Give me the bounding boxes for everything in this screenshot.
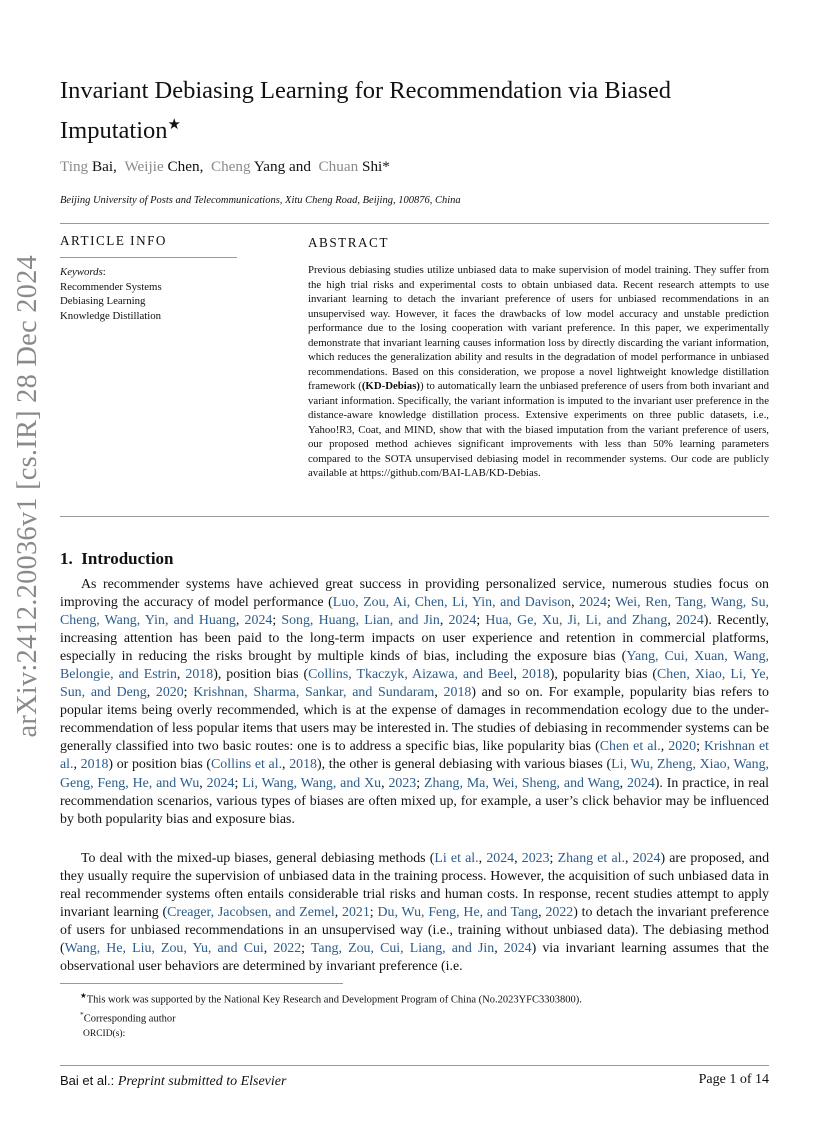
corresponding-footnote: *Corresponding author xyxy=(80,1010,176,1025)
citation-link[interactable]: Zhang et al. xyxy=(557,851,625,866)
author-name: Ting Bai xyxy=(60,158,114,175)
citation-link[interactable]: 2024 xyxy=(448,613,477,629)
citation-link[interactable]: 2024 xyxy=(579,595,607,611)
footnotes xyxy=(80,989,582,1042)
abstract-heading: ABSTRACT xyxy=(308,235,389,250)
citation-link[interactable]: Zhang, Ma, Wei, Sheng, and Wang xyxy=(424,775,620,791)
footnote-divider xyxy=(60,983,343,984)
page-number: Page 1 of 14 xyxy=(698,1072,769,1087)
author-list: Ting Bai, Weijie Chen, Cheng Yang and Chuan Shi* xyxy=(60,158,390,175)
keyword-item: Debiasing Learning xyxy=(60,295,146,307)
citation-link[interactable]: Chen, Xiao, Li, Ye, Sun, and Deng xyxy=(60,667,769,701)
article-info-heading: ARTICLE INFO xyxy=(60,233,167,248)
citation-link[interactable]: 2020 xyxy=(668,739,697,755)
header-divider xyxy=(60,223,769,224)
citation-link[interactable]: Krishnan, Sharma, Sankar, and Sundaram xyxy=(193,685,435,701)
citation-link[interactable]: Du, Wu, Feng, He, and Tang xyxy=(377,905,539,921)
citation-link[interactable]: 2021 xyxy=(342,905,370,921)
citation-link[interactable]: 2024 xyxy=(503,941,532,957)
citation-link[interactable]: 2018 xyxy=(185,667,214,683)
citation-link[interactable]: Creager, Jacobsen, and Zemel xyxy=(167,905,335,921)
citation-link[interactable]: Song, Huang, Lian, and Jin xyxy=(281,613,440,629)
author-name: Cheng Yang xyxy=(210,158,286,175)
citation-link[interactable]: 2023 xyxy=(388,775,417,791)
citation-link[interactable]: 2024 xyxy=(632,851,661,866)
citation-link[interactable]: Yang, Cui, Xuan, Wang, Belongie, and Estrin xyxy=(60,649,769,683)
citation-link[interactable]: 2022 xyxy=(273,941,302,957)
funding-footnote: ★This work was supported by the National Key Research and Development Program of China (No.2023YFC3303800). xyxy=(80,991,582,1006)
citation-link[interactable]: 2024 xyxy=(675,613,704,629)
citation-link[interactable]: Chen et al. xyxy=(599,739,661,755)
section-heading: 1. Introduction xyxy=(60,549,174,568)
citation-link[interactable]: 2018 xyxy=(443,685,472,701)
citation-link[interactable]: 2024 xyxy=(206,775,235,791)
arxiv-identifier-stamp xyxy=(12,255,62,815)
keywords-label: Keywords xyxy=(60,266,103,278)
author-name: Weijie Chen xyxy=(124,158,200,175)
paper-title-text: Invariant Debiasing Learning for Recommendation via Biased Imputation xyxy=(60,77,671,145)
affiliation: Beijing University of Posts and Telecommunications, Xitu Cheng Road, Beijing, 100876, China xyxy=(60,195,461,206)
body-paragraph: To deal with the mixed-up biases, general debiasing methods (Li et al., 2024, 2023; Zhang et al., 2024) are proposed, and they usually require the supervision of unbiased data in the training process. However, the acquisition of such unbiased data in real recommender systems often entails considerable trial risks and human costs. In response, recent studies attempt to apply invariant learning (Creager, Jacobsen, and Zemel, 2021; Du, Wu, Feng, He, and Tang, 2022) to detach the invariant preference of users for unbiased recommendations in an unsupervised way (i.e., training without unbiased data). The debiasing method (Wang, He, Liu, Zou, Yu, and Cui, 2022; Tang, Zou, Cui, Liang, and Jin, 2024) via invariant learning assumes that the observational user behaviors are determined by invariant preference (i.e. xyxy=(60,851,770,975)
citation-link[interactable]: Hua, Ge, Xu, Ji, Li, and Zhang xyxy=(485,613,668,629)
abstract-divider xyxy=(60,516,769,517)
author-name: Chuan Shi* xyxy=(318,158,390,175)
model-name: (KD-Debias) xyxy=(361,380,421,392)
citation-link[interactable]: 2018 xyxy=(80,757,109,773)
article-info-divider xyxy=(60,257,237,258)
citation-link[interactable]: Collins et al. xyxy=(211,757,283,773)
citation-link[interactable]: 2024 xyxy=(244,613,273,629)
keyword-item: Knowledge Distillation xyxy=(60,309,162,322)
footer-divider xyxy=(60,1065,769,1066)
keyword-item: Recommender Systems xyxy=(60,280,162,293)
citation-link[interactable]: 2024 xyxy=(627,775,655,791)
paper-title xyxy=(60,74,760,148)
citation-link[interactable]: 2018 xyxy=(522,667,550,683)
citation-link[interactable]: 2024 xyxy=(486,851,515,866)
body-paragraph: As recommender systems have achieved great success in providing personalized service, numerous studies focus on improving the accuracy of model performance (Luo, Zou, Ai, Chen, Li, Yin, and Davison, 2024; Wei, Ren, Tang, Wang, Su, Cheng, Wang, Yin, and Huang, 2024; Song, Huang, Lian, and Jin, 2024; Hua, Ge, Xu, Ji, Li, and Zhang, 2024). Recently, increasing attention has been paid to the long-term impacts on user experience and retention in commercial platforms, especially in reducing the risks brought by multiple kinds of bias, including the exposure bias (Yang, Cui, Xuan, Wang, Belongie, and Estrin, 2018), position bias (Collins, Tkaczyk, Aizawa, and Beel, 2018), popularity bias (Chen, Xiao, Li, Ye, Sun, and Deng, 2020; Krishnan, Sharma, Sankar, and Sundaram, 2018) and so on. For example, popularity bias refers to popular items being overly recommended, which is at the expense of damages in recommendation ecology due to the under-recommendation of less popular items that users may be interested in. The studies of debiasing in recommender systems can be generally classified into two basic routes: one is to address a specific bias, like popularity bias (Chen et al., 2020; Krishnan et al., 2018) or position bias (Collins et al., 2018), the other is general debiasing with various biases (Li, Wu, Zheng, Xiao, Wang, Geng, Feng, He, and Wu, 2024; Li, Wang, Wang, and Xu, 2023; Zhang, Ma, Wei, Sheng, and Wang, 2024). In practice, in real recommendation scenarios, various types of biases are often mixed up, for example, a user’s click behavior may be influenced by both popularity bias and exposure bias. xyxy=(60,577,770,827)
citation-link[interactable]: 2020 xyxy=(155,685,184,701)
title-footnote-mark: ★ xyxy=(167,117,181,133)
citation-link[interactable]: Wei, Ren, Tang, Wang, Su, Cheng, Wang, Yin, and Huang xyxy=(60,595,769,629)
orcid-footnote: ORCID(s): xyxy=(83,1029,126,1039)
keywords-block: Keywords: Recommender Systems Debiasing Learning Knowledge Distillation xyxy=(60,266,162,322)
citation-link[interactable]: Tang, Zou, Cui, Liang, and Jin xyxy=(310,941,495,957)
citation-link[interactable]: 2018 xyxy=(289,757,317,773)
citation-link[interactable]: Li, Wang, Wang, and Xu xyxy=(242,775,382,791)
citation-link[interactable]: Luo, Zou, Ai, Chen, Li, Yin, and Davison xyxy=(332,595,572,611)
citation-link[interactable]: Collins, Tkaczyk, Aizawa, and Beel xyxy=(308,667,514,683)
citation-link[interactable]: Li, Wu, Zheng, Xiao, Wang, Geng, Feng, He, and Wu xyxy=(60,757,769,791)
arxiv-identifier-text: arXiv:2412.20036v1 [cs.IR] 28 Dec 2024 xyxy=(12,255,43,738)
citation-link[interactable]: Li et al. xyxy=(434,851,479,866)
citation-link[interactable]: 2023 xyxy=(521,851,550,866)
abstract-body: Previous debiasing studies utilize unbiased data to make supervision of model training. They suffer from the high trial risks and experimental costs to obtain unbiased data. Recent research attempts to use invariant learning to detach the invariant preference of users for unbiased recommendations in an unsupervised way. However, it faces the drawbacks of low model accuracy and unstable prediction performance due to the losing cooperation with variant preference. In this paper, we experimentally demonstrate that invariant learning causes information loss by directly discarding the variant information, which reduces the generalization ability and results in the degradation of model performance in unbiased recommendations. Based on this consideration, we propose a novel lightweight knowledge distillation framework ((KD-Debias)) to automatically learn the unbiased preference of users from both invariant and variant information. Specifically, the variant information is imputed to the invariant user preference in the distance-aware knowledge distillation process. Extensive experiments on three public datasets, i.e., Yahoo!R3, Coat, and MIND, show that with the biased imputation from the variant preference of users, our proposed method achieves significant improvements with less than 50% learning parameters compared to the SOTA unsupervised debiasing model in recommender systems. Our code are publicly available at https://github.com/BAI-LAB/KD-Debias. xyxy=(308,264,769,479)
citation-link[interactable]: Krishnan et al. xyxy=(60,739,769,773)
footer-citation: Bai et al.: Preprint submitted to Elsevier xyxy=(60,1073,287,1089)
citation-link[interactable]: Wang, He, Liu, Zou, Yu, and Cui xyxy=(64,941,264,957)
citation-link[interactable]: 2022 xyxy=(545,905,574,921)
